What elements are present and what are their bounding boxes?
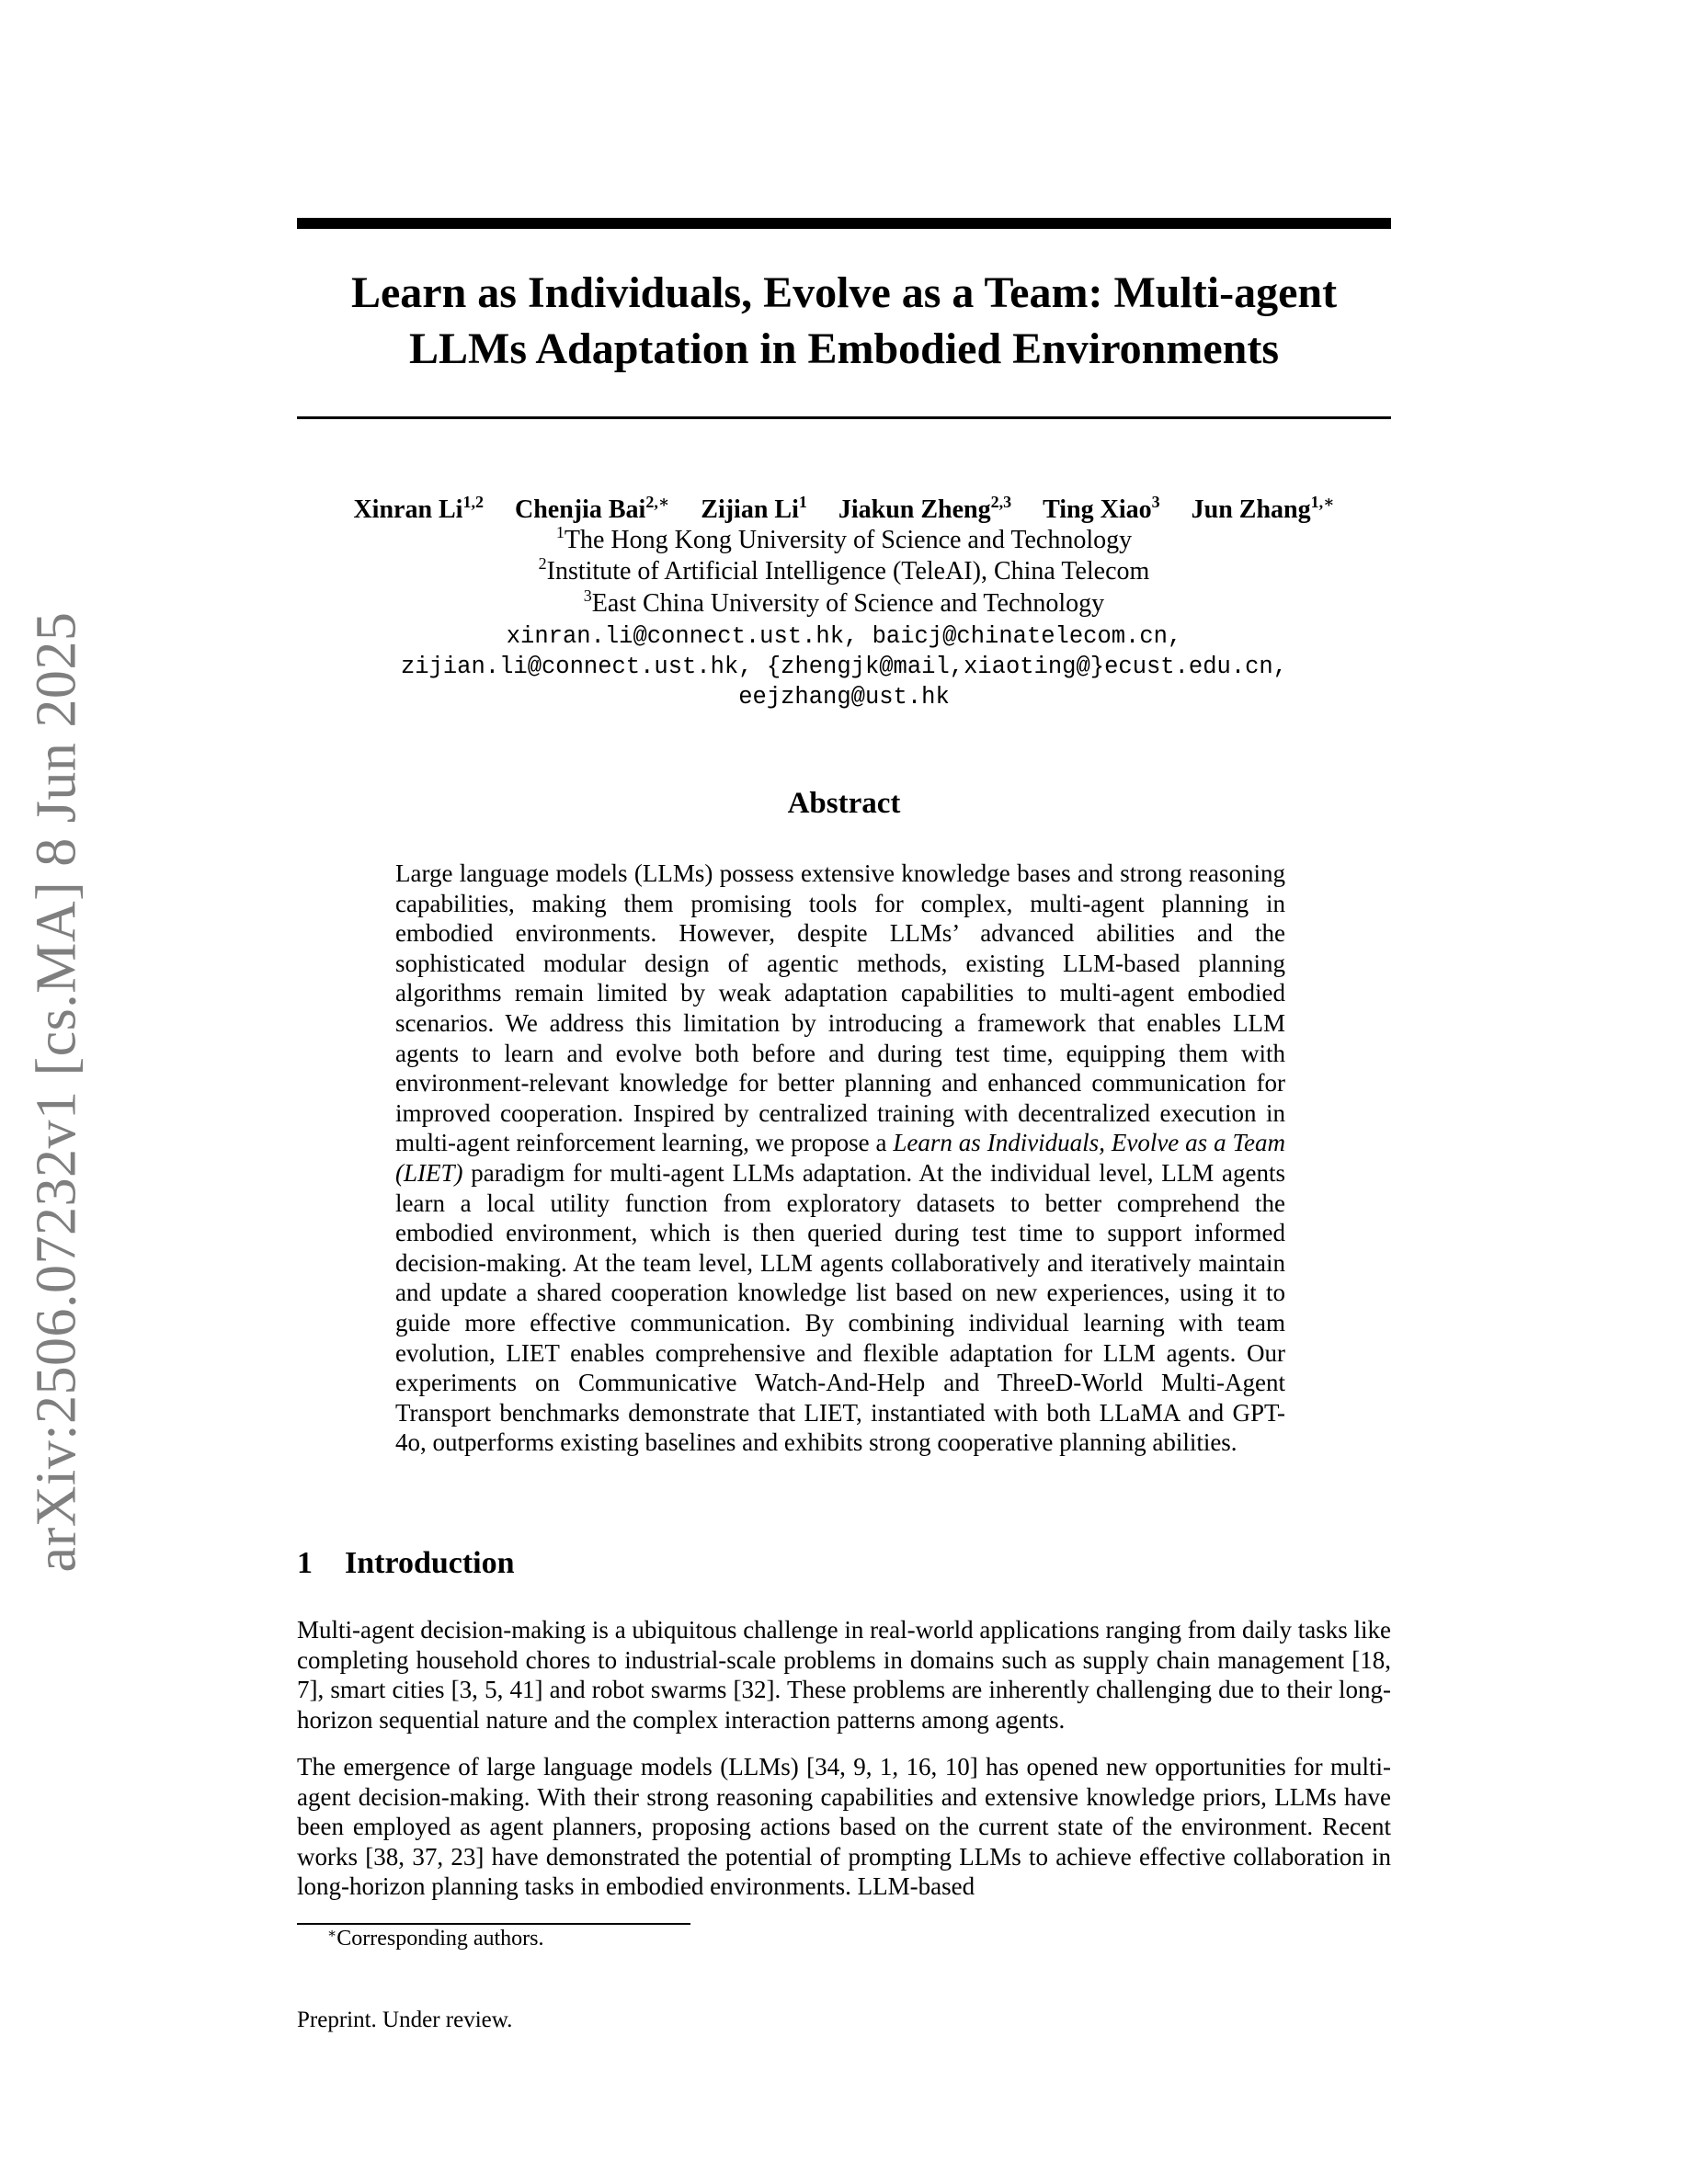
email-line: eejzhang@ust.hk [738, 684, 950, 711]
affiliation: $^2$Institute of Artificial Intelligence (TeleAI), China Telecom [538, 554, 1150, 586]
footnote-rule [297, 1923, 690, 1925]
paper-title [297, 265, 1391, 377]
intro-paragraph: The emergence of large language models (LLMs) [34, 9, 1, 16, 10] has opened new opportunities for multi-agent decision-making. With their strong reasoning capabilities and extensive knowledge priors, LLMs have been employed as agent planners, proposing actions based on the current state of the environment. Recent works [38, 37, 23] have demonstrated the potential of prompting LLMs to achieve effective collaboration in long-horizon planning tasks in embodied environments. LLM-based [297, 1753, 1391, 1901]
author: Xinran Li$^{1,2}$ [353, 493, 484, 524]
abstract-heading: Abstract [787, 787, 901, 820]
section-heading-introduction: 1 Introduction [297, 1546, 515, 1580]
footnote: ∗Corresponding authors. [327, 1927, 544, 1951]
email-line: zijian.li@connect.ust.hk, {zhengjk@mail,xiaoting@}ecust.edu.cn, [400, 654, 1288, 680]
abstract-body: Large language models (LLMs) possess extensive knowledge bases and strong reasoning capabilities, making them promising tools for complex, multi-agent planning in embodied environments. However, despite LLMs’ advanced abilities and the sophisticated modular design of agentic methods, existing LLM-based planning algorithms remain limited by weak adaptation capabilities to multi-agent embodied scenarios. We address this limitation by introducing a framework that enables LLM agents to learn and evolve both before and during test time, equipping them with environment-relevant knowledge for better planning and enhanced communication for improved cooperation. Inspired by centralized training with decentralized execution in multi-agent reinforcement learning, we propose a Learn as Individuals, Evolve as a Team (LIET) paradigm for multi-agent LLMs adaptation. At the individual level, LLM agents learn a local utility function from exploratory datasets to better comprehend the embodied environment, which is then queried during test time to support informed decision-making. At the team level, LLM agents collaboratively and iteratively maintain and update a shared cooperation knowledge list based on new experiences, using it to guide more effective communication. By combining individual learning with team evolution, LIET enables comprehensive and flexible adaptation for LLM agents. Our experiments on Communicative Watch-And-Help and ThreeD-World Multi-Agent Transport benchmarks demonstrate that LIET, instantiated with both LLaMA and GPT-4o, outperforms existing baselines and exhibits strong cooperative planning abilities. [395, 859, 1285, 1457]
arxiv-side-stamp: arXiv:2506.07232v1 [cs.MA] 8 Jun 2025 [25, 611, 88, 1573]
author: Chenjia Bai$^{2,∗}$ [514, 493, 670, 524]
title-rule-bottom [297, 416, 1391, 419]
preprint-note: Preprint. Under review. [297, 2008, 513, 2032]
email-line: xinran.li@connect.ust.hk, baicj@chinatelecom.cn, [506, 623, 1182, 650]
author: Jun Zhang$^{1,∗}$ [1191, 493, 1335, 524]
author: Jiakun Zheng$^{2,3}$ [838, 493, 1012, 524]
intro-paragraph: Multi-agent decision-making is a ubiquitous challenge in real-world applications ranging from daily tasks like completing household chores to industrial-scale problems in domains such as supply chain management [18, 7], smart cities [3, 5, 41] and robot swarms [32]. These problems are inherently challenging due to their long-horizon sequential nature and the complex interaction patterns among agents. [297, 1616, 1391, 1734]
affiliation: $^1$The Hong Kong University of Science and Technology [555, 523, 1133, 554]
title-line: LLMs Adaptation in Embodied Environments [408, 324, 1279, 373]
title-line: Learn as Individuals, Evolve as a Team: Multi-agent [350, 268, 1338, 317]
title-rule-top [297, 218, 1391, 229]
affiliation: $^3$East China University of Science and Technology [583, 586, 1105, 618]
author: Ting Xiao$^3$ [1043, 493, 1160, 524]
author: Zijian Li$^1$ [701, 493, 807, 524]
author-emails [297, 621, 1391, 712]
abstract-emphasis: Learn as Individuals, Evolve as a Team (LIET) [395, 1129, 1285, 1187]
